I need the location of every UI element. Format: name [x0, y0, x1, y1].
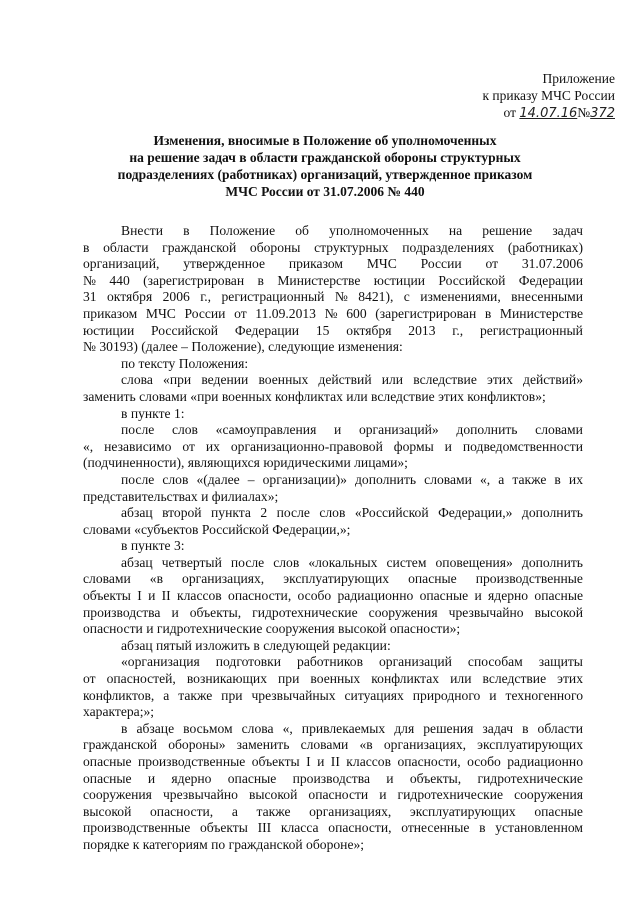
body-text: России	[420, 256, 462, 272]
body-text: от	[485, 256, 499, 272]
body-text: 31.07.2006	[521, 256, 583, 272]
body-line	[83, 489, 583, 506]
body-text: в области гражданской обороны структурных подразделениях (работниках)	[83, 239, 583, 255]
body-text: гидротехнические	[477, 770, 583, 786]
body-text: объекты I и II классов опасности, особо радиационно опасные и ядерно опасные	[83, 588, 583, 604]
body-text: абзац пятый изложить в следующей редакции:	[121, 637, 391, 653]
body-text: абзац второй пункта 2 после слов «Российской Федерации,» дополнить	[121, 505, 583, 521]
body-text: конфликтов, а также при чрезвычайных ситуациях природного и техногенного	[83, 687, 583, 703]
body-line	[83, 289, 583, 306]
body-text: опасные	[534, 803, 583, 819]
body-text: опасные	[83, 770, 132, 786]
body-text: ядерно	[171, 770, 212, 786]
body-text: на	[448, 223, 463, 238]
body-text: организаций,	[83, 256, 160, 272]
body-text: (подчиненности), являющихся юридическими лицами»;	[83, 455, 408, 471]
body-text: утвержденное	[183, 256, 265, 272]
body-text: порядке к категориям по гражданской обороне»;	[83, 836, 365, 852]
body-text: а	[231, 803, 238, 819]
body-line	[83, 372, 583, 389]
body-text: 31 октября 2006 г., регистрационный № 8421), с изменениями, внесенными	[83, 289, 583, 305]
body-line	[83, 737, 583, 754]
body-text: задач	[552, 223, 583, 238]
body-text: уполномоченных	[329, 223, 429, 238]
body-text: объекты,	[409, 770, 462, 786]
appendix-date-line	[415, 104, 615, 122]
body-text: также	[256, 803, 291, 819]
body-line	[83, 522, 583, 539]
body-text: производства и объекты, гидротехнические сооружения чрезвычайно высокой	[83, 604, 583, 620]
body-text: гражданской обороны» заменить словами «в организациях, эксплуатирующих	[83, 737, 583, 753]
body-text: в пункте 1:	[121, 405, 185, 421]
body-line	[83, 638, 583, 655]
body-text: слов	[171, 422, 198, 438]
body-text: 15	[315, 322, 330, 338]
body-text: от опасностей, возникающих при военных конфликтах или вследствие этих	[83, 671, 583, 687]
body-line	[83, 439, 583, 456]
body-text: об	[295, 223, 309, 238]
body-line	[83, 223, 583, 240]
handwritten-number: 372	[590, 106, 615, 121]
body-text: представительствах и филиалах»;	[83, 488, 279, 504]
body-line	[83, 804, 583, 821]
body-text: производства	[292, 770, 371, 786]
body-text: приказом МЧС России от 11.09.2013 № 600 (зарегистрирован в Министерстве	[83, 305, 583, 321]
body-text: защиты	[538, 654, 583, 670]
body-text: «организация	[121, 654, 200, 670]
body-text: организаций»	[358, 422, 439, 438]
body-line	[83, 837, 583, 854]
body-text: словами	[535, 422, 583, 438]
body-text: характера;»;	[83, 704, 155, 720]
body-text: организациях,	[182, 571, 265, 587]
title-line: МЧС России от 31.07.2006 № 440	[225, 184, 425, 199]
body-line	[83, 538, 583, 555]
body-text: Российской	[151, 322, 219, 338]
body-text: решение	[482, 223, 533, 238]
body-text: Федерации	[234, 322, 300, 338]
body-text: высокой	[83, 803, 132, 819]
date-prefix: от	[503, 105, 517, 120]
body-text: организаций	[378, 654, 452, 670]
body-line	[83, 323, 583, 340]
body-text: № 440 (зарегистрирован в Министерстве юстиции Российской Федерации	[83, 272, 583, 288]
body-line	[83, 754, 583, 771]
title-line: Изменения, вносимые в Положение об уполномоченных	[153, 133, 497, 148]
body-text: «в	[149, 571, 164, 587]
appendix-label: Приложение	[542, 71, 615, 86]
body-text: эксплуатирующих	[409, 803, 516, 819]
body-text: организациях,	[309, 803, 392, 819]
body-line	[83, 422, 583, 439]
body-text: в пункте 3:	[121, 538, 185, 554]
body-line	[83, 339, 583, 356]
body-line	[83, 787, 583, 804]
body-line	[83, 671, 583, 688]
body-line	[83, 555, 583, 572]
body-text: опасности,	[150, 803, 214, 819]
number-sign: №	[577, 105, 591, 120]
body-text: словами	[83, 571, 131, 587]
body-line	[83, 273, 583, 290]
body-text: в абзаце восьмом слова «, привлекаемых для решения задач в области	[121, 720, 583, 736]
body-text: в	[183, 223, 190, 238]
body-text: по тексту Положения:	[121, 355, 249, 371]
body-text: абзац четвертый после слов «локальных систем оповещения» дополнить	[121, 554, 583, 570]
body-text: опасные	[408, 571, 457, 587]
body-text: словами «субъектов Российской Федерации,»;	[83, 521, 351, 537]
body-line	[83, 472, 583, 489]
body-text: эксплуатирующих	[283, 571, 390, 587]
body-line	[83, 605, 583, 622]
body-line	[83, 356, 583, 373]
body-text: МЧС	[366, 256, 397, 272]
body-text: Внести	[121, 223, 163, 238]
body-line	[83, 771, 583, 788]
body-line	[83, 621, 583, 638]
body-text: дополнить	[456, 422, 518, 438]
body-text: после	[121, 422, 155, 438]
body-text: работников	[297, 654, 363, 670]
body-text: опасные	[227, 770, 277, 786]
body-text: и	[334, 422, 342, 438]
body-line	[83, 240, 583, 257]
body-text: юстиции	[83, 322, 135, 338]
body-line	[83, 588, 583, 605]
body-line	[83, 256, 583, 273]
body-text: подготовки	[215, 654, 282, 670]
body-text: г.,	[452, 322, 464, 338]
title-line: подразделениях (работниках) организаций, утвержденное приказом	[117, 167, 533, 182]
body-text: опасные производственные объекты I и II классов опасности, особо радиационно	[83, 754, 583, 769]
body-text: способам	[467, 654, 523, 670]
body-text: слова «при ведении военных действий или вследствие этих действий»	[121, 372, 583, 388]
body-text: и	[386, 770, 394, 786]
body-text: опасности и гидротехнические сооружения высокой опасности»;	[83, 621, 461, 637]
body-text: Положение	[209, 223, 276, 238]
appendix-order-ref: к приказу МЧС России	[482, 88, 615, 103]
title-line: на решение задач в области гражданской обороны структурных	[129, 150, 521, 165]
body-text: «, независимо от их организационно-правовой формы и подведомственности	[83, 438, 583, 454]
body-text: регистрационный	[479, 322, 583, 338]
body-text: приказом	[288, 256, 344, 272]
body-line	[83, 505, 583, 522]
body-text: сооружения чрезвычайно высокой опасности и гидротехнические сооружения	[83, 787, 583, 803]
body-line	[83, 406, 583, 423]
body-line	[83, 820, 583, 837]
body-line	[83, 688, 583, 705]
body-text: и	[147, 770, 156, 786]
body-line	[83, 306, 583, 323]
body-line	[83, 654, 583, 671]
body-line	[83, 455, 583, 472]
body-line	[83, 721, 583, 738]
body-text: 2013	[408, 322, 436, 338]
document-title	[100, 132, 550, 200]
body-text: «самоуправления	[215, 422, 317, 438]
body-text: производственные объекты III класса опасности, отнесенные в установленном	[83, 820, 583, 836]
body-text: производственные	[475, 571, 583, 587]
handwritten-date: 14.07.16	[519, 106, 578, 121]
document-body	[83, 223, 583, 854]
body-text: № 30193) (далее – Положение), следующие изменения:	[83, 339, 403, 355]
appendix-block	[415, 70, 615, 122]
body-line	[83, 704, 583, 721]
body-line	[83, 571, 583, 588]
body-text: после слов «(далее – организации)» дополнить словами «, а также в их	[121, 471, 583, 487]
body-text: заменить словами «при военных конфликтах или вследствие этих конфликтов»;	[83, 388, 546, 404]
body-line	[83, 389, 583, 406]
body-text: октября	[346, 322, 392, 338]
